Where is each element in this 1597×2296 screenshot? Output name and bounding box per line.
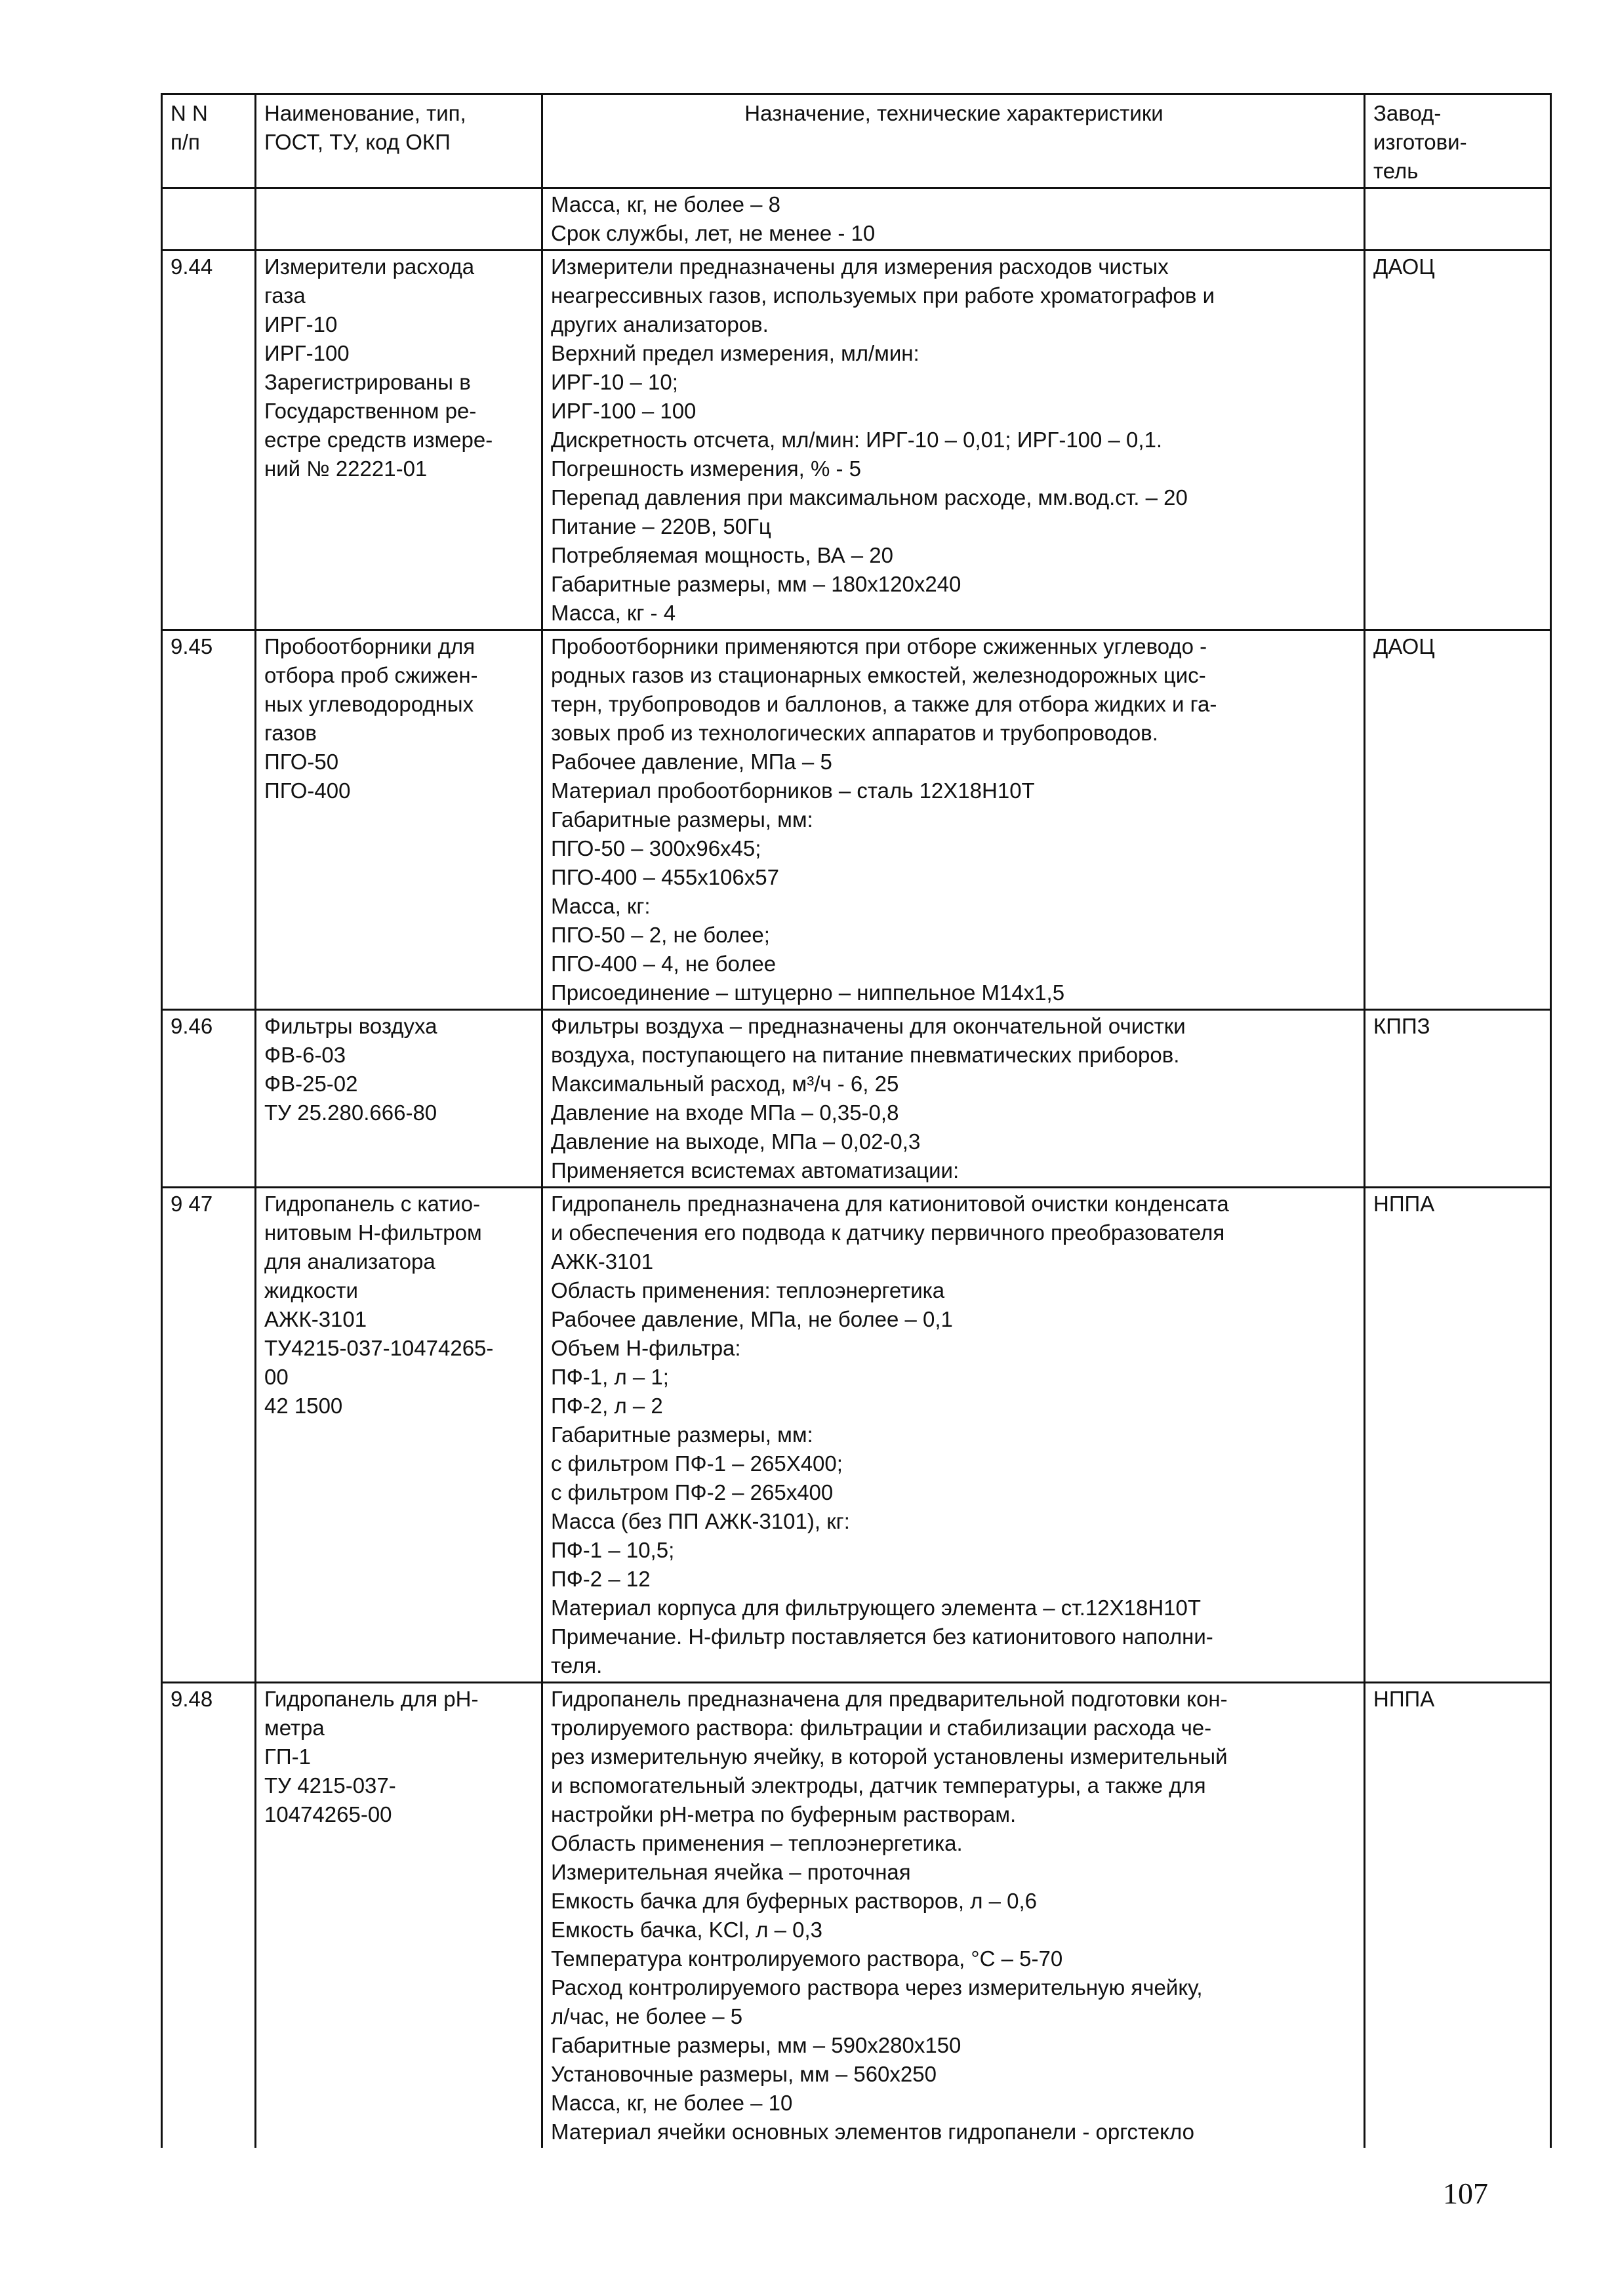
item-name-cell xyxy=(256,1188,542,1683)
description-line: зовых проб из технологических аппаратов и трубопроводов. xyxy=(551,721,1158,745)
manufacturer-cell xyxy=(1365,188,1551,251)
page-number: 107 xyxy=(1443,2177,1488,2210)
description-line: Габаритные размеры, мм: xyxy=(551,1422,813,1447)
header-description xyxy=(542,94,1365,188)
item-name-cell xyxy=(256,1683,542,2148)
name-line: естре средств измере- xyxy=(264,428,493,452)
item-number-cell: 9.48 xyxy=(162,1683,256,2148)
equipment-spec-table xyxy=(161,93,1552,2148)
header-line: Завод- xyxy=(1373,101,1442,125)
description-line: с фильтром ПФ-2 – 265х400 xyxy=(551,1480,834,1504)
item-name-cell xyxy=(256,630,542,1010)
description-line: Материал пробоотборников – сталь 12Х18Н10Т xyxy=(551,778,1035,803)
description-line: Потребляемая мощность, ВА – 20 xyxy=(551,543,894,567)
description-line: Объем Н-фильтра: xyxy=(551,1336,741,1360)
description-line: Температура контролируемого раствора, °С – 5-70 xyxy=(551,1946,1063,1971)
description-line: Установочные размеры, мм – 560х250 xyxy=(551,2062,937,2086)
item-number-cell: 9 47 xyxy=(162,1188,256,1683)
header-line: п/п xyxy=(171,130,200,154)
table-header-row xyxy=(162,94,1551,188)
name-line: ний № 22221-01 xyxy=(264,456,428,481)
item-description-cell xyxy=(542,630,1365,1010)
name-line: ФВ-6-03 xyxy=(264,1043,346,1067)
description-line: л/час, не более – 5 xyxy=(551,2004,743,2028)
header-line: N N xyxy=(171,101,208,125)
description-line: Гидропанель предназначена для предварительной подготовки кон- xyxy=(551,1687,1228,1711)
description-line: Питание – 220В, 50Гц xyxy=(551,514,771,538)
name-line: ТУ 25.280.666-80 xyxy=(264,1100,437,1125)
name-line: газа xyxy=(264,283,306,308)
description-line: Измерители предназначены для измерения расходов чистых xyxy=(551,254,1169,279)
description-line: ПГО-50 – 2, не более; xyxy=(551,923,770,947)
description-line: Рабочее давление, МПа, не более – 0,1 xyxy=(551,1307,953,1331)
table-row xyxy=(162,188,1551,251)
name-line: Измерители расхода xyxy=(264,254,475,279)
description-line: с фильтром ПФ-1 – 265Х400; xyxy=(551,1451,843,1476)
description-line: ПГО-400 – 455х106х57 xyxy=(551,865,779,889)
header-manufacturer xyxy=(1365,94,1551,188)
description-line: Масса (без ПП АЖК-3101), кг: xyxy=(551,1509,850,1533)
item-name-cell xyxy=(256,1010,542,1188)
description-line: Емкость бачка, KCl, л – 0,3 xyxy=(551,1918,822,1942)
description-line: Материал ячейки основных элементов гидропанели - оргстекло xyxy=(551,2120,1194,2144)
name-line: Зарегистрированы в xyxy=(264,370,471,394)
name-line: Фильтры воздуха xyxy=(264,1014,437,1038)
name-line: ГП-1 xyxy=(264,1744,311,1769)
description-line: ПФ-2, л – 2 xyxy=(551,1394,663,1418)
item-number-cell: 9.46 xyxy=(162,1010,256,1188)
description-line: Применяется всистемах автоматизации: xyxy=(551,1158,960,1182)
description-line: ПГО-400 – 4, не более xyxy=(551,952,777,976)
description-line: Емкость бачка для буферных растворов, л – 0,6 xyxy=(551,1889,1038,1913)
description-line: ПФ-2 – 12 xyxy=(551,1567,651,1591)
name-line: Пробоотборники для xyxy=(264,634,475,658)
name-line: ФВ-25-02 xyxy=(264,1072,358,1096)
manufacturer-cell: КППЗ xyxy=(1365,1010,1551,1188)
description-line: Фильтры воздуха – предназначены для окончательной очистки xyxy=(551,1014,1186,1038)
item-description-cell xyxy=(542,1683,1365,2148)
description-line: АЖК-3101 xyxy=(551,1249,654,1274)
description-line: рез измерительную ячейку, в которой установлены измерительный xyxy=(551,1744,1228,1769)
name-line: Государственном ре- xyxy=(264,399,477,423)
description-line: ИРГ-10 – 10; xyxy=(551,370,678,394)
description-line: и обеспечения его подвода к датчику первичного преобразователя xyxy=(551,1220,1225,1245)
name-line: 42 1500 xyxy=(264,1394,343,1418)
name-line: ТУ4215-037-10474265- xyxy=(264,1336,494,1360)
manufacturer-cell: ДАОЦ xyxy=(1365,251,1551,630)
description-line: терн, трубопроводов и баллонов, а также для отбора жидких и га- xyxy=(551,692,1217,716)
name-line: 00 xyxy=(264,1365,289,1389)
item-description-cell xyxy=(542,188,1365,251)
description-line: ИРГ-100 – 100 xyxy=(551,399,697,423)
name-line: ПГО-400 xyxy=(264,778,351,803)
item-name-cell xyxy=(256,188,542,251)
name-line: метра xyxy=(264,1716,325,1740)
description-line: Габаритные размеры, мм – 180х120х240 xyxy=(551,572,961,596)
item-number-cell xyxy=(162,188,256,251)
description-line: Дискретность отсчета, мл/мин: ИРГ-10 – 0,01; ИРГ-100 – 0,1. xyxy=(551,428,1163,452)
header-line: изготови- xyxy=(1373,130,1467,154)
description-line: Масса, кг, не более – 10 xyxy=(551,2091,793,2115)
description-line: Область применения: теплоэнергетика xyxy=(551,1278,945,1302)
description-line: и вспомогательный электроды, датчик температуры, а также для xyxy=(551,1773,1206,1798)
name-line: жидкости xyxy=(264,1278,358,1302)
name-line: Гидропанель для рН- xyxy=(264,1687,479,1711)
header-line: ГОСТ, ТУ, код ОКП xyxy=(264,130,451,154)
item-number-cell: 9.44 xyxy=(162,251,256,630)
description-line: родных газов из стационарных емкостей, железнодорожных цис- xyxy=(551,663,1206,687)
item-description-cell xyxy=(542,1188,1365,1683)
name-line: нитовым Н-фильтром xyxy=(264,1220,482,1245)
name-line: Гидропанель с катио- xyxy=(264,1192,481,1216)
header-line: Назначение, технические характеристики xyxy=(744,101,1163,125)
manufacturer-cell: НППА xyxy=(1365,1683,1551,2148)
description-line: Пробоотборники применяются при отборе сжиженных углеводо - xyxy=(551,634,1207,658)
description-line: Гидропанель предназначена для катионитовой очистки конденсата xyxy=(551,1192,1229,1216)
description-line: Присоединение – штуцерно – ниппельное М14х1,5 xyxy=(551,980,1065,1005)
table-body xyxy=(162,188,1551,2148)
name-line: 10474265-00 xyxy=(264,1802,392,1826)
description-line: теля. xyxy=(551,1653,603,1678)
header-number xyxy=(162,94,256,188)
table-row xyxy=(162,251,1551,630)
description-line: других анализаторов. xyxy=(551,312,769,336)
description-line: воздуха, поступающего на питание пневматических приборов. xyxy=(551,1043,1180,1067)
description-line: неагрессивных газов, используемых при работе хроматографов и xyxy=(551,283,1215,308)
description-line: Материал корпуса для фильтрующего элемента – ст.12Х18Н10Т xyxy=(551,1596,1202,1620)
description-line: Погрешность измерения, % - 5 xyxy=(551,456,862,481)
description-line: Примечание. Н-фильтр поставляется без катионитового наполни- xyxy=(551,1624,1213,1649)
header-name xyxy=(256,94,542,188)
table-row xyxy=(162,1188,1551,1683)
description-line: ПФ-1, л – 1; xyxy=(551,1365,669,1389)
name-line: газов xyxy=(264,721,317,745)
item-name-cell xyxy=(256,251,542,630)
table-row xyxy=(162,1010,1551,1188)
name-line: ТУ 4215-037- xyxy=(264,1773,396,1798)
description-line: Рабочее давление, МПа – 5 xyxy=(551,750,832,774)
description-line: Давление на входе МПа – 0,35-0,8 xyxy=(551,1100,899,1125)
description-line: ПГО-50 – 300х96х45; xyxy=(551,836,761,860)
description-line: Масса, кг - 4 xyxy=(551,601,676,625)
description-line: Срок службы, лет, не менее - 10 xyxy=(551,221,876,245)
description-line: Верхний предел измерения, мл/мин: xyxy=(551,341,920,365)
name-line: ИРГ-10 xyxy=(264,312,338,336)
name-line: АЖК-3101 xyxy=(264,1307,367,1331)
item-description-cell xyxy=(542,251,1365,630)
description-line: тролируемого раствора: фильтрации и стабилизации расхода че- xyxy=(551,1716,1212,1740)
name-line: для анализатора xyxy=(264,1249,435,1274)
description-line: Перепад давления при максимальном расходе, мм.вод.ст. – 20 xyxy=(551,485,1188,510)
manufacturer-cell: НППА xyxy=(1365,1188,1551,1683)
description-line: Измерительная ячейка – проточная xyxy=(551,1860,911,1884)
description-line: Масса, кг: xyxy=(551,894,651,918)
description-line: Максимальный расход, м³/ч - 6, 25 xyxy=(551,1072,899,1096)
table-row xyxy=(162,1683,1551,2148)
header-line: Наименование, тип, xyxy=(264,101,466,125)
name-line: ных углеводородных xyxy=(264,692,474,716)
header-line: тель xyxy=(1373,159,1419,183)
description-line: Масса, кг, не более – 8 xyxy=(551,192,780,216)
item-description-cell xyxy=(542,1010,1365,1188)
description-line: Область применения – теплоэнергетика. xyxy=(551,1831,963,1855)
description-line: Давление на выходе, МПа – 0,02-0,3 xyxy=(551,1129,921,1154)
description-line: Габаритные размеры, мм: xyxy=(551,807,813,832)
description-line: Расход контролируемого раствора через измерительную ячейку, xyxy=(551,1975,1203,2000)
table-row xyxy=(162,630,1551,1010)
name-line: ПГО-50 xyxy=(264,750,339,774)
name-line: отбора проб сжижен- xyxy=(264,663,478,687)
description-line: настройки рН-метра по буферным растворам. xyxy=(551,1802,1017,1826)
manufacturer-cell: ДАОЦ xyxy=(1365,630,1551,1010)
item-number-cell: 9.45 xyxy=(162,630,256,1010)
description-line: ПФ-1 – 10,5; xyxy=(551,1538,675,1562)
description-line: Габаритные размеры, мм – 590х280х150 xyxy=(551,2033,961,2057)
name-line: ИРГ-100 xyxy=(264,341,350,365)
